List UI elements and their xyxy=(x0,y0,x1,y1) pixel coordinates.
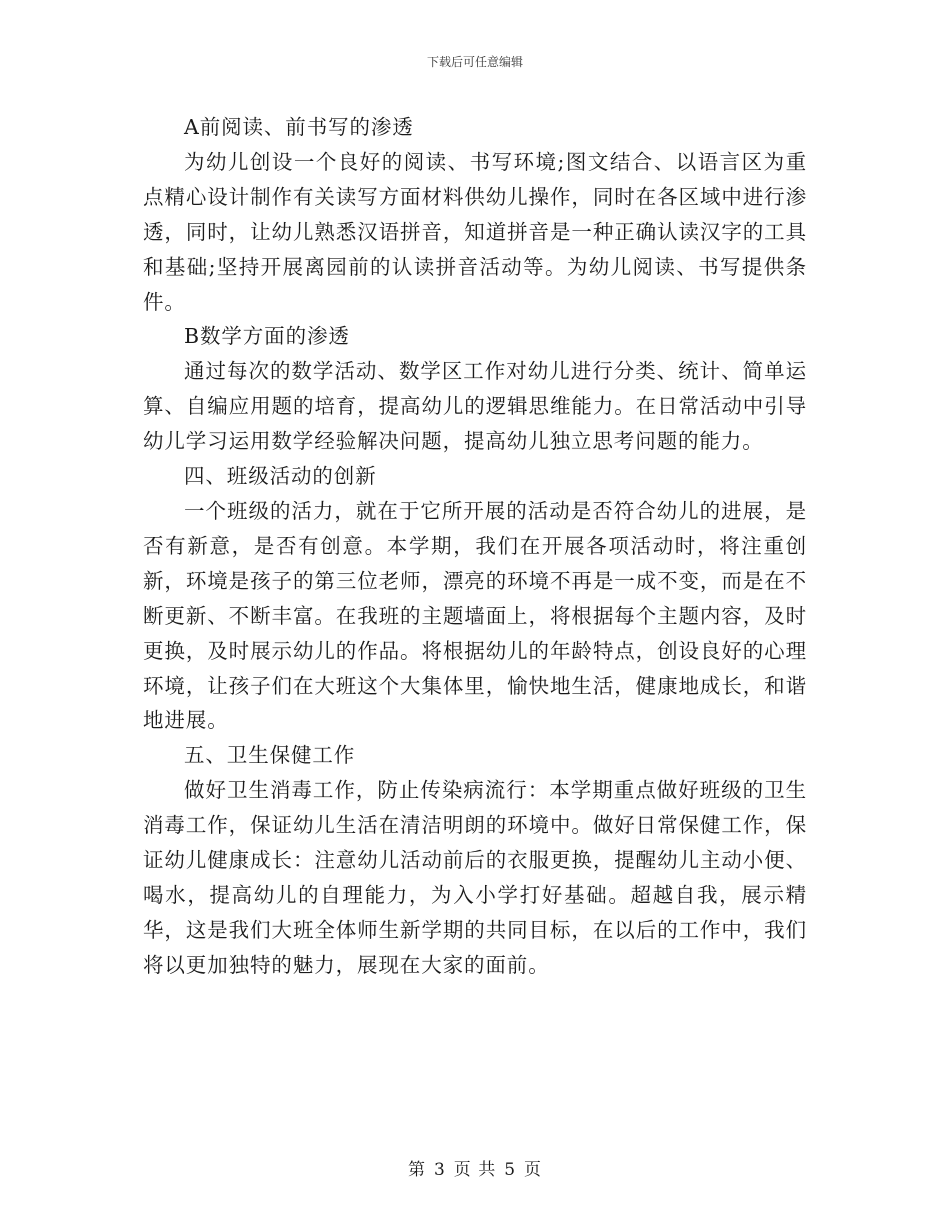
footer-current-page: 3 xyxy=(433,1160,446,1180)
document-body xyxy=(143,110,807,983)
page-header-note: 下载后可任意编辑 xyxy=(426,55,523,69)
footer-total-pages: 5 xyxy=(504,1160,517,1180)
section-heading-class-activities: 四、班级活动的创新 xyxy=(184,464,377,489)
footer-suffix: 页 xyxy=(524,1160,543,1180)
paragraph-class-activities: 一个班级的活力，就在于它所开展的活动是否符合幼儿的进展，是否有新意，是否有创意。本学期，我们在开展各项活动时，将注重创新，环境是孩子的第三位老师，漂亮的环境不再是一成不变，而是在不断更新、不断丰富。在我班的主题墙面上，将根据每个主题内容，及时更换，及时展示幼儿的作品。将根据幼儿的年龄特点，创设良好的心理环境，让孩子们在大班这个大集体里，愉快地生活，健康地成长，和谐地进展。 xyxy=(143,498,807,733)
subheading-pre-reading: A前阅读、前书写的渗透 xyxy=(184,115,414,139)
section-heading-health: 五、卫生保健工作 xyxy=(184,743,356,768)
paragraph-math-activities: 通过每次的数学活动、数学区工作对幼儿进行分类、统计、简单运算、自编应用题的培育，提高幼儿的逻辑思维能力。在日常活动中引导幼儿学习运用数学经验解决问题，提高幼儿独立思考问题的能力。 xyxy=(143,359,807,454)
subheading-math: B数学方面的渗透 xyxy=(184,324,350,349)
footer-mid: 页 共 xyxy=(453,1160,497,1180)
paragraph-reading-environment: 为幼儿创设一个良好的阅读、书写环境;图文结合、以语言区为重点精心设计制作有关读写方面材料供幼儿操作，同时在各区域中进行渗透，同时，让幼儿熟悉汉语拼音，知道拼音是一种正确认读汉字的工具和基础;坚持开展离园前的认读拼音活动等。为幼儿阅读、书写提供条件。 xyxy=(143,149,807,314)
footer-prefix: 第 xyxy=(407,1160,426,1180)
paragraph-health: 做好卫生消毒工作，防止传染病流行：本学期重点做好班级的卫生消毒工作，保证幼儿生活在清洁明朗的环境中。做好日常保健工作，保证幼儿健康成长：注意幼儿活动前后的衣服更换，提醒幼儿主动小便、喝水，提高幼儿的自理能力，为入小学打好基础。超越自我，展示精华，这是我们大班全体师生新学期的共同目标，在以后的工作中，我们将以更加独特的魅力，展现在大家的面前。 xyxy=(143,778,807,977)
page-number-footer xyxy=(0,1155,950,1180)
